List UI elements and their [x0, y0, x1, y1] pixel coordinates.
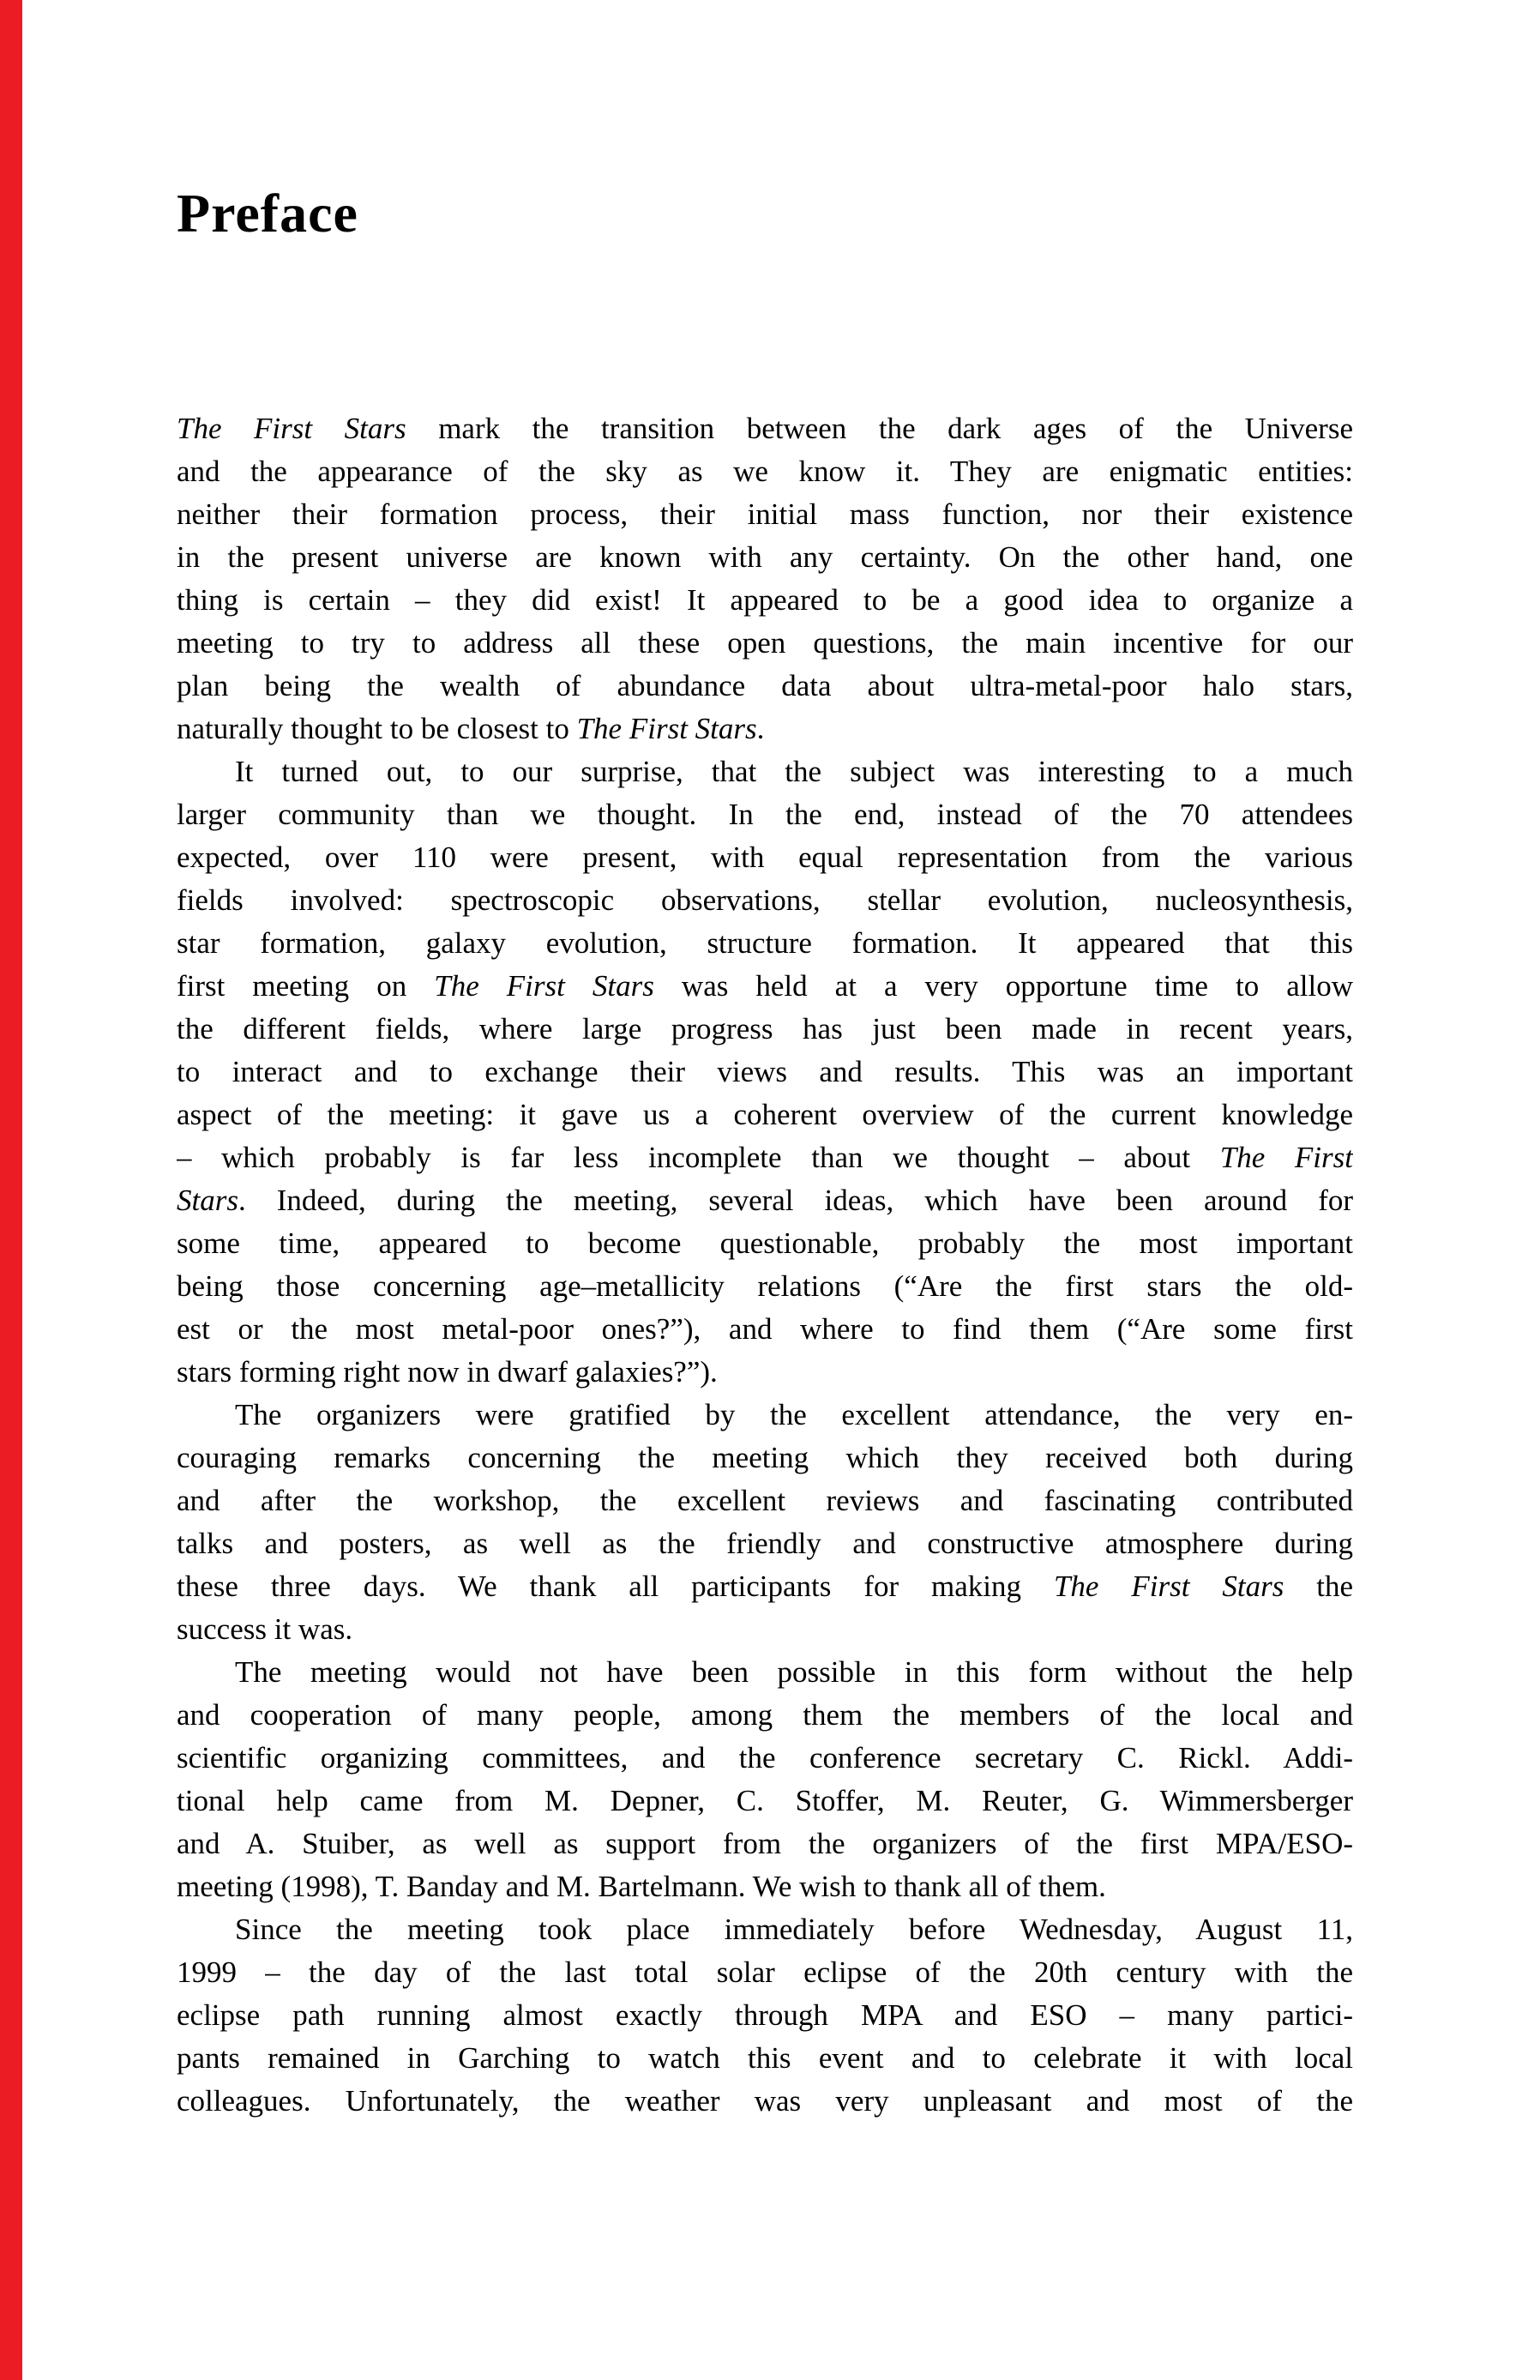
- text-line: naturally thought to be closest to The First Stars.: [177, 712, 765, 745]
- paragraph: [177, 1394, 1353, 1651]
- text-line: tional help came from M. Depner, C. Stoffer, M. Reuter, G. Wimmersberger: [177, 1784, 1353, 1817]
- text-line: success it was.: [177, 1612, 353, 1646]
- text-line: It turned out, to our surprise, that the subject was interesting to a much: [235, 755, 1353, 788]
- text-line: first meeting on The First Stars was held at a very opportune time to allow: [177, 969, 1353, 1003]
- text-line: The First Stars mark the transition between the dark ages of the Universe: [177, 412, 1353, 445]
- text-line: to interact and to exchange their views and results. This was an important: [177, 1055, 1353, 1088]
- text-line: Since the meeting took place immediately before Wednesday, August 11,: [235, 1913, 1353, 1946]
- text-line: and after the workshop, the excellent reviews and fascinating contributed: [177, 1484, 1353, 1517]
- text-line: thing is certain – they did exist! It appeared to be a good idea to organize a: [177, 583, 1353, 617]
- paragraph: [177, 750, 1353, 1394]
- text-line: neither their formation process, their initial mass function, nor their existence: [177, 497, 1353, 531]
- text-line: and cooperation of many people, among them the members of the local and: [177, 1698, 1353, 1732]
- text-line: some time, appeared to become questionable, probably the most important: [177, 1226, 1353, 1260]
- text-line: these three days. We thank all participants for making The First Stars the: [177, 1570, 1353, 1603]
- italic-text: The First Stars: [177, 412, 406, 445]
- paragraph: [177, 1651, 1353, 1908]
- italic-text: The First Stars: [434, 969, 654, 1003]
- text-line: scientific organizing committees, and the conference secretary C. Rickl. Addi-: [177, 1741, 1353, 1774]
- text-line: est or the most metal-poor ones?”), and where to find them (“Are some first: [177, 1312, 1353, 1346]
- text-line: being those concerning age–metallicity relations (“Are the first stars the old-: [177, 1269, 1353, 1303]
- text-line: couraging remarks concerning the meeting which they received both during: [177, 1441, 1353, 1474]
- paragraph: [177, 1908, 1353, 2123]
- paragraph: [177, 407, 1353, 750]
- text-line: eclipse path running almost exactly through MPA and ESO – many partici-: [177, 1998, 1353, 2032]
- text-line: fields involved: spectroscopic observations, stellar evolution, nucleosynthesis,: [177, 883, 1353, 917]
- text-line: 1999 – the day of the last total solar eclipse of the 20th century with the: [177, 1955, 1353, 1989]
- italic-text: The First Stars: [576, 712, 757, 745]
- text-line: and A. Stuiber, as well as support from the organizers of the first MPA/ESO-: [177, 1827, 1353, 1860]
- text-line: expected, over 110 were present, with equal representation from the various: [177, 841, 1353, 874]
- text-line: larger community than we thought. In the end, instead of the 70 attendees: [177, 798, 1353, 831]
- text-line: colleagues. Unfortunately, the weather was very unpleasant and most of the: [177, 2084, 1353, 2118]
- page-title: Preface: [177, 183, 358, 244]
- text-line: stars forming right now in dwarf galaxies?”).: [177, 1355, 718, 1389]
- text-line: talks and posters, as well as the friendly and constructive atmosphere during: [177, 1527, 1353, 1560]
- text-line: The meeting would not have been possible in this form without the help: [235, 1655, 1353, 1689]
- italic-text: The First: [1219, 1141, 1353, 1174]
- italic-text: Stars: [177, 1184, 238, 1217]
- text-line: meeting (1998), T. Banday and M. Bartelmann. We wish to thank all of them.: [177, 1870, 1106, 1903]
- text-line: The organizers were gratified by the excellent attendance, the very en-: [235, 1398, 1353, 1431]
- scan-edge-strip: [0, 0, 22, 2380]
- text-line: star formation, galaxy evolution, structure formation. It appeared that this: [177, 926, 1353, 960]
- italic-text: The First Stars: [1053, 1570, 1284, 1603]
- text-line: and the appearance of the sky as we know it. They are enigmatic entities:: [177, 455, 1353, 488]
- preface-body: [177, 407, 1353, 2123]
- text-line: pants remained in Garching to watch this event and to celebrate it with local: [177, 2041, 1353, 2075]
- text-line: Stars. Indeed, during the meeting, several ideas, which have been around for: [177, 1184, 1353, 1217]
- text-line: meeting to try to address all these open questions, the main incentive for our: [177, 626, 1353, 660]
- text-line: aspect of the meeting: it gave us a coherent overview of the current knowledge: [177, 1098, 1353, 1131]
- text-line: – which probably is far less incomplete than we thought – about The First: [177, 1141, 1353, 1174]
- text-line: plan being the wealth of abundance data about ultra-metal-poor halo stars,: [177, 669, 1353, 702]
- text-line: the different fields, where large progress has just been made in recent years,: [177, 1012, 1353, 1045]
- text-line: in the present universe are known with any certainty. On the other hand, one: [177, 540, 1353, 574]
